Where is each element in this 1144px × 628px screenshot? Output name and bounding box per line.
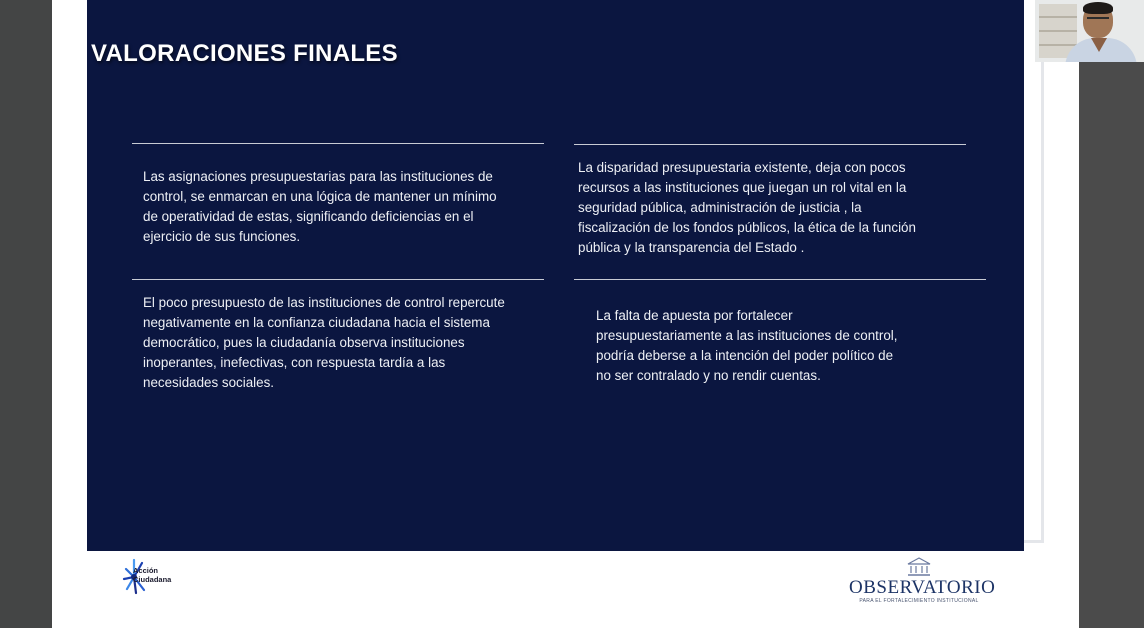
divider xyxy=(574,279,986,280)
text-line: La falta de apuesta por fortalecer xyxy=(596,308,793,323)
webcam-video-thumbnail[interactable] xyxy=(1035,0,1144,62)
text-line: recursos a las instituciones que juegan un rol vital en la xyxy=(578,180,907,195)
text-line: El poco presupuesto de las instituciones de control repercute xyxy=(143,295,505,310)
text-line: seguridad pública, administración de justicia , la xyxy=(578,200,862,215)
left-frame-bar xyxy=(0,0,52,628)
decorative-frame-line xyxy=(1024,540,1044,543)
text-line: no ser contralado y no rendir cuentas. xyxy=(596,368,821,383)
shelf-line xyxy=(1039,44,1077,46)
text-line: control, se enmarcan en una lógica de mantener un mínimo xyxy=(143,189,497,204)
finding-paragraph-3 xyxy=(143,293,505,393)
observatorio-logo-subtitle: PARA EL FORTALECIMIENTO INSTITUCIONAL xyxy=(859,598,979,604)
presenter-glasses xyxy=(1087,17,1109,21)
divider xyxy=(132,279,544,280)
observatorio-logo-name: OBSERVATORIO xyxy=(849,577,996,598)
text-line: presupuestariamente a las instituciones de control, xyxy=(596,328,898,343)
logo-text-line: Acción xyxy=(133,566,159,575)
text-line: ejercicio de sus funciones. xyxy=(143,229,301,244)
text-line: Las asignaciones presupuestarias para las instituciones de xyxy=(143,169,493,184)
finding-paragraph-1 xyxy=(143,167,497,247)
text-line: fiscalización de los fondos públicos, la ética de la función xyxy=(578,220,916,235)
slide-content-panel xyxy=(87,0,1024,551)
accion-ciudadana-logo-text xyxy=(133,566,171,584)
divider xyxy=(132,143,544,144)
finding-paragraph-2 xyxy=(578,158,916,258)
text-line: de operatividad de estas, significando deficiencias en el xyxy=(143,209,474,224)
text-line: necesidades sociales. xyxy=(143,375,275,390)
text-line: negativamente en la confianza ciudadana hacia el sistema xyxy=(143,315,490,330)
shelf-line xyxy=(1039,16,1077,18)
presenter-hair xyxy=(1083,2,1113,14)
shelf-line xyxy=(1039,30,1077,32)
building-icon xyxy=(906,557,932,577)
text-line: inoperantes, inefectivas, con respuesta tardía a las xyxy=(143,355,446,370)
finding-paragraph-4 xyxy=(596,306,897,386)
right-frame-bar xyxy=(1079,62,1144,628)
divider xyxy=(574,144,966,145)
decorative-frame-line xyxy=(1040,62,1044,542)
slide-title: VALORACIONES FINALES xyxy=(91,40,398,67)
text-line: democrático, pues la ciudadanía observa instituciones xyxy=(143,335,465,350)
text-line: La disparidad presupuestaria existente, deja con pocos xyxy=(578,160,906,175)
logo-text-line: Ciudadana xyxy=(133,575,172,584)
text-line: pública y la transparencia del Estado . xyxy=(578,240,805,255)
text-line: podría deberse a la intención del poder político de xyxy=(596,348,894,363)
observatorio-logo xyxy=(849,557,996,607)
